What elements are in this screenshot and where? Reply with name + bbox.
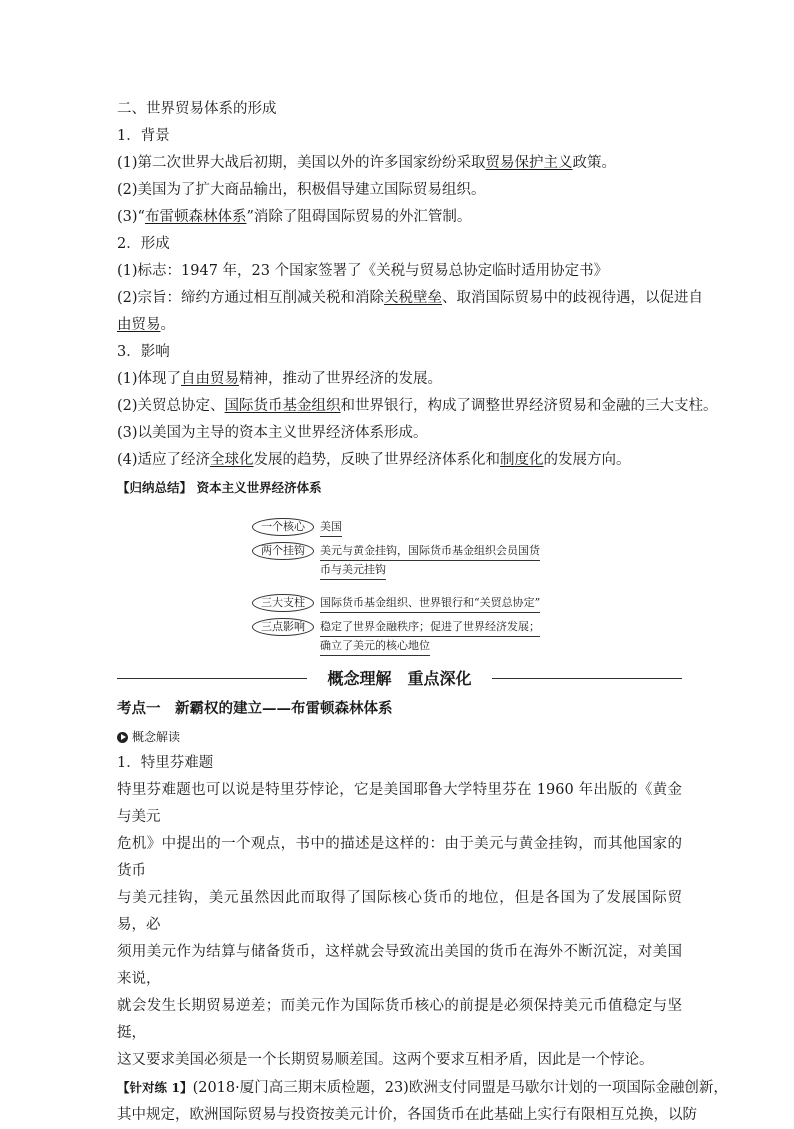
summary-row xyxy=(252,518,342,537)
para-line: 须用美元作为结算与储备货币，这样就会导致流出美国的货币在海外不断沉淀，对美国来说， xyxy=(117,944,682,987)
kaodian-title: 考点一 新霸权的建立——布雷顿森林体系 xyxy=(117,700,393,717)
exercise-line-2: 其中规定，欧洲国际贸易与投资按美元计价，各国货币在此基础上实行有限相互兑换，以防 xyxy=(117,1107,697,1123)
para-line: 与美元挂钩，美元虽然因此而取得了国际核心货币的地位，但是各国为了发展国际贸易，必 xyxy=(117,890,682,933)
impact-point-4: (4)适应了经济全球化发展的趋势，反映了世界经济体系化和制度化的发展方向。 xyxy=(117,452,631,468)
formation-point-2: (2)宗旨：缔约方通过相互削减关税和消除关税壁垒、取消国际贸易中的歧视待遇，以促进自 xyxy=(117,290,704,306)
impact-point-1: (1)体现了自由贸易精神，推动了世界经济的发展。 xyxy=(117,371,443,387)
concept-label: 概念解读 xyxy=(132,730,181,744)
summary-row xyxy=(252,618,540,656)
summary-row xyxy=(252,594,540,613)
summary-diagram xyxy=(252,508,582,658)
para-line: 这又要求美国必须是一个长期贸易顺差国。这两个要求互相矛盾，因此是一个悖论。 xyxy=(117,1052,654,1068)
formation-heading: 2．形成 xyxy=(117,236,170,252)
impact-heading: 3．影响 xyxy=(117,344,170,360)
summary-row-text: 美元与黄金挂钩，国际货币基金组织会员国货 币与美元挂钩 xyxy=(320,542,540,580)
divider-line-right xyxy=(492,678,682,679)
concept-label-row xyxy=(117,724,682,750)
background-heading: 1．背景 xyxy=(117,128,170,144)
para-line: 危机》中提出的一个观点，书中的描述是这样的：由于美元与黄金挂钩，而其他国家的货币 xyxy=(117,836,682,879)
background-point-1: (1)第二次世界大战后初期，美国以外的许多国家纷纷采取贸易保护主义政策。 xyxy=(117,155,617,171)
impact-point-2: (2)关贸总协定、国际货币基金组织和世界银行，构成了调整世界经济贸易和金融的三大支柱。 xyxy=(117,398,718,414)
summary-row-text: 稳定了世界金融秩序；促进了世界经济发展； 确立了美元的核心地位 xyxy=(320,618,540,656)
section-2-title: 二、世界贸易体系的形成 xyxy=(117,101,277,117)
summary-key-oval: 三点影响 xyxy=(252,618,314,636)
background-point-2: (2)美国为了扩大商品输出，积极倡导建立国际贸易组织。 xyxy=(117,182,486,198)
summary-key-oval: 一个核心 xyxy=(252,518,314,536)
background-point-3: (3)“布雷顿森林体系”消除了阻碍国际贸易的外汇管制。 xyxy=(117,209,472,225)
impact-point-3: (3)以美国为主导的资本主义世界经济体系形成。 xyxy=(117,425,428,441)
summary-key-oval: 三大支柱 xyxy=(252,594,314,612)
triffin-paragraph xyxy=(117,777,682,1074)
section-title: 概念理解 重点深化 xyxy=(327,669,472,688)
exercise-tag: 【针对练 1】 xyxy=(117,1080,193,1095)
summary-heading: 【归纳总结】 资本主义世界经济体系 xyxy=(117,480,322,495)
summary-key-oval: 两个挂钩 xyxy=(252,542,314,560)
para-line: 就会发生长期贸易逆差；而美元作为国际货币核心的前提是必须保持美元币值稳定与坚挺， xyxy=(117,998,682,1041)
summary-row-text: 美国 xyxy=(320,518,342,537)
formation-point-2-cont: 由贸易。 xyxy=(117,317,175,333)
exercise-line-1: 【针对练 1】(2018·厦门高三期末质检题，23)欧洲支付同盟是马歇尔计划的一项国际金融创新， xyxy=(117,1080,728,1096)
triffin-heading: 1．特里芬难题 xyxy=(117,755,214,771)
para-line: 特里芬难题也可以说是特里芬悖论，它是美国耶鲁大学特里芬在 1960 年出版的《黄金与美元 xyxy=(117,782,682,825)
play-circle-icon xyxy=(117,732,128,743)
document-page xyxy=(117,96,728,1129)
formation-point-1: (1)标志：1947 年，23 个国家签署了《关税与贸易总协定临时适用协定书》 xyxy=(117,263,609,279)
summary-row-text: 国际货币基金组织、世界银行和“关贸总协定” xyxy=(320,594,540,613)
section-divider-heading xyxy=(117,664,682,694)
summary-row xyxy=(252,542,540,580)
